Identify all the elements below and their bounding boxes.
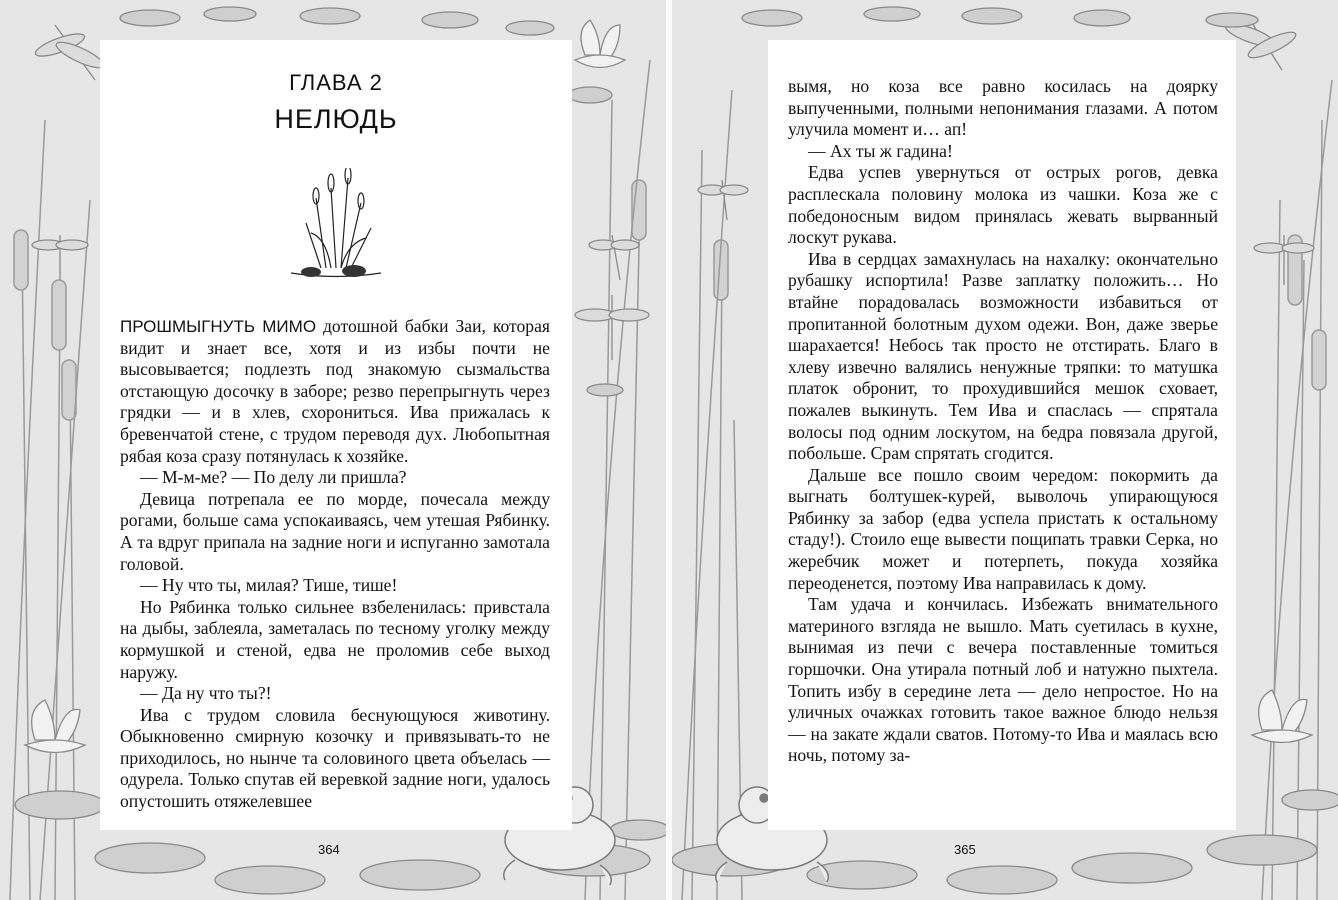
lead-in: ПРОШМЫГНУТЬ МИМО [120, 317, 317, 336]
page-number: 365 [954, 842, 976, 857]
lily-pad-icon [742, 7, 1258, 27]
paragraph: Ива с трудом словила беснующуюся животину. Обыкновенно смирную козочку и привязывать-то не приходилось, но нынче та соловиного цвета объелась — одурела. Только спутав ей веревкой задние ноги, удалось опустошить отяжелевшее [120, 704, 550, 812]
body-text-right [788, 76, 1218, 767]
paragraph: Девица потрепала ее по морде, почесала между рогами, больше сама успокаиваясь, чем утешая Рябинку. А та вдруг припала на задние ноги и испуганно замотала головой. [120, 488, 550, 574]
body-text-left [120, 316, 550, 813]
right-page [672, 0, 1338, 900]
chapter-number: ГЛАВА 2 [289, 70, 383, 95]
paragraph: Но Рябинка только сильнее взбеленилась: привстала на дыбы, заблеяла, заметалась по тесному уголку между кормушкой и стеной, едва не проломив себе выход наружу. [120, 596, 550, 682]
text-area-right [768, 40, 1236, 830]
paragraph: — Ах ты ж гадина! [808, 140, 953, 161]
paragraph: — Да ну что ты?! [140, 683, 272, 704]
dragonfly-icon [32, 235, 88, 280]
paragraph: вымя, но коза все равно косилась на доярку выпученными, полными непонимания глазами. А потом улучила момент и… ап! [788, 76, 1218, 140]
paragraph: — М-м-ме? — По делу ли пришла? [140, 467, 407, 488]
water-lily-icon [1252, 690, 1312, 743]
cattail-icon [1262, 80, 1332, 900]
water-lily-icon [575, 20, 625, 68]
paragraph: — Ну что ты, милая? Тише, тише! [140, 575, 398, 596]
page-number: 364 [318, 842, 340, 857]
dragonfly-icon [589, 235, 639, 280]
cattail-icon [682, 90, 742, 900]
cattail-icon [585, 60, 650, 900]
lead-text: дотошной бабки Заи, которая видит и знает все, хотя и из избы почти не высовывается; подлезть под знакомую сызмальства отстающую досочку в заборе; резво перепрыгнуть через грядки — и в хлев, схорониться. Ива прижалась к бревенчатой стене, с трудом переводя дух. Любопытная рябая коза сразу потянулась к хозяйке. [120, 316, 550, 466]
paragraph: Едва успев увернуться от острых рогов, девка расплескала половину молока из чашки. Коза же с победоносным видом принялась жевать вырванный лоскут рукава. [788, 162, 1218, 248]
paragraph: Там удача и кончилась. Избежать внимательного материного взгляда не вышло. Мать суетилась в кухне, вынимая из печи с вечера поставленные томиться горшочки. Она утирала потный лоб и натужно пыхтела. Топить избу в середине лета — дело непростое. Но на уличных очажках готовить такое важное блюдо нельзя — на закате ждали сватов. Потому-то Ива и маялась всю ночь, потому за- [788, 594, 1218, 766]
paragraph [120, 316, 550, 467]
chapter-title: НЕЛЮДЬ [274, 104, 398, 134]
cattail-icon [10, 120, 90, 900]
water-lily-icon [25, 700, 85, 753]
dragonfly-icon [33, 25, 106, 80]
paragraph: Дальше все пошло своим чередом: покормить да выгнать болтушек-курей, выволочь упирающуюся Рябинку за забор (едва успела пристать к остальному стаду!). Стоило еще вывести пощипать травки Серка, но жеребчик может и потерпеть, покуда хозяйка переоденется, поэтому Ива направилась к дому. [788, 464, 1218, 593]
reeds-vignette-icon [286, 168, 386, 283]
left-page [0, 0, 666, 900]
paragraph: Ива в сердцах замахнулась на нахалку: окончательно рубашку испортила! Разве заплатку положить… Но втайне порадовалась возможности избавиться от пропитанной болотным духом одежи. Вон, даже зверье шарахается! Небось так просто не отстирать. Благо в хлеву извечно валялись ненужные тряпки: то матушка платок обронит, то прохудившийся мешок сховает, пожалев выкинуть. Тем Ива и спаслась — спрятала волосы под одним лоскутом, на бедра повязала другой, побольше. Срам спрятать сгодится. [788, 248, 1218, 464]
dragonfly-icon [1254, 235, 1314, 285]
text-area-left [100, 40, 572, 830]
